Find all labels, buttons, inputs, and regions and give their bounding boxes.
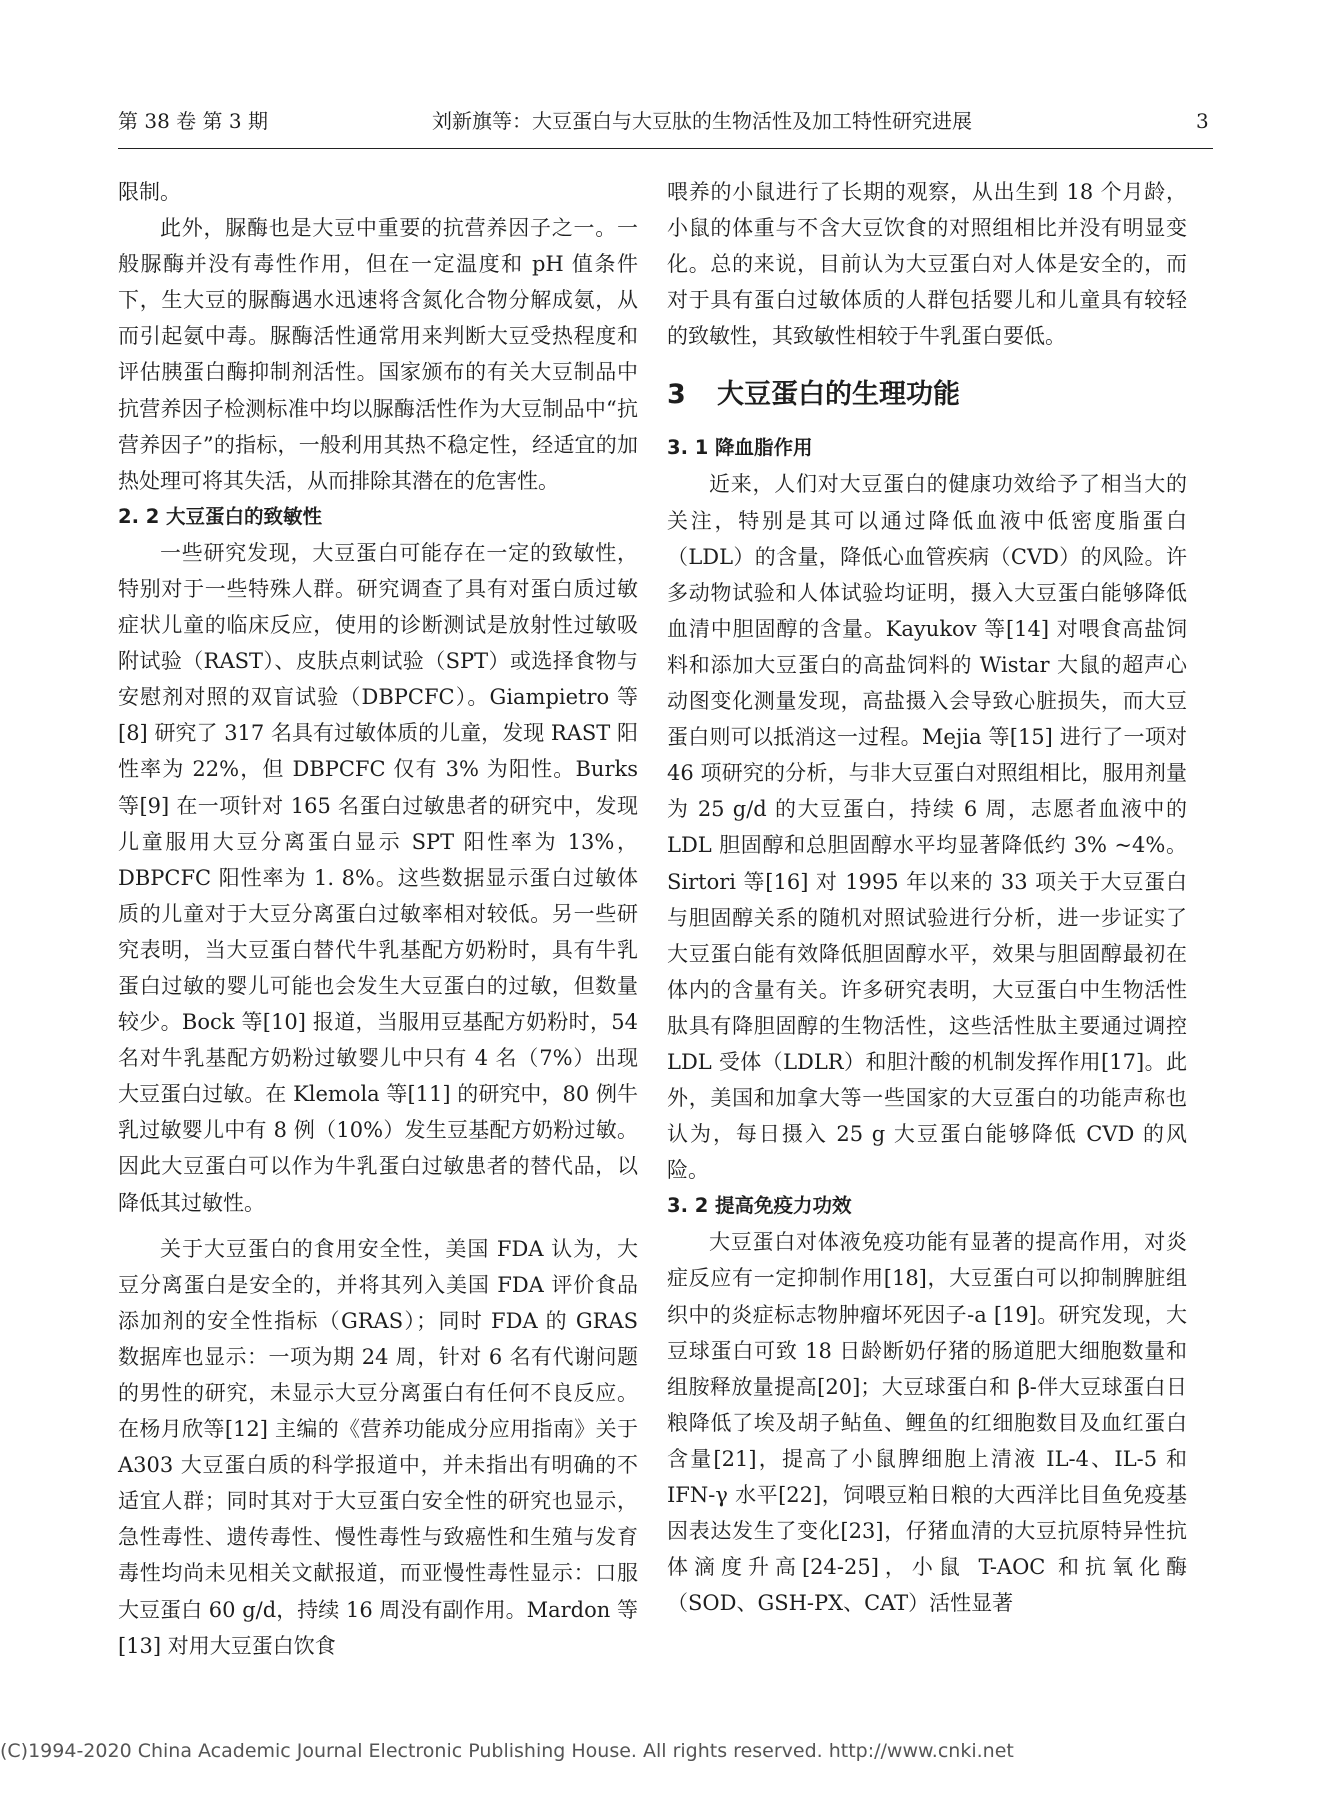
section-title: 降血脂作用 bbox=[715, 436, 813, 460]
running-title: 刘新旗等：大豆蛋白与大豆肽的生物活性及加工特性研究进展 bbox=[432, 109, 972, 133]
left-column bbox=[118, 174, 638, 1664]
section-title: 大豆蛋白的致敏性 bbox=[166, 504, 323, 528]
paragraph: 近来，人们对大豆蛋白的健康功效给予了相当大的关注，特别是其可以通过降低血液中低密度脂蛋白（LDL）的含量，降低心血管疾病（CVD）的风险。许多动物试验和人体试验均证明，摄入大豆蛋白能够降低血清中胆固醇的含量。Kayukov 等[14] 对喂食高盐饲料和添加大豆蛋白的高盐饲料的 Wistar 大鼠的超声心动图变化测量发现，高盐摄入会导致心脏损失，而大豆蛋白则可以抵消这一过程。Mejia 等[15] 进行了一项对 46 项研究的分析，与非大豆蛋白对照组相比，服用剂量为 25 g/d 的大豆蛋白，持续 6 周，志愿者血液中的 LDL 胆固醇和总胆固醇水平均显著降低约 3% ~4%。Sirtori 等[16] 对 1995 年以来的 33 项关于大豆蛋白与胆固醇关系的随机对照试验进行分析，进一步证实了大豆蛋白能有效降低胆固醇水平，效果与胆固醇最初在体内的含量有关。许多研究表明，大豆蛋白中生物活性肽具有降胆固醇的生物活性，这些活性肽主要通过调控 LDL 受体（LDLR）和胆汁酸的机制发挥作用[17]。此外，美国和加拿大等一些国家的大豆蛋白的功能声称也认为，每日摄入 25 g 大豆蛋白能够降低 CVD 的风险。 bbox=[667, 472, 1187, 1183]
section-number: 2. 2 bbox=[118, 504, 160, 528]
paragraph: 喂养的小鼠进行了长期的观察，从出生到 18 个月龄，小鼠的体重与不含大豆饮食的对照组相比并没有明显变化。总的来说，目前认为大豆蛋白对人体是安全的，而对于具有蛋白过敏体质的人群包括婴儿和儿童具有较轻的致敏性，其致敏性相较于牛乳蛋白要低。 bbox=[667, 180, 1187, 349]
section-title: 提高免疫力功效 bbox=[715, 1194, 852, 1218]
paragraph: 关于大豆蛋白的食用安全性，美国 FDA 认为，大豆分离蛋白是安全的，并将其列入美国 FDA 评价食品添加剂的安全性指标（GRAS）；同时 FDA 的 GRAS 数据库也显示：一项为期 24 周，针对 6 名有代谢问题的男性的研究，未显示大豆分离蛋白有任何不良反应。在杨月欣等[12] 主编的《营养功能成分应用指南》关于 A303 大豆蛋白质的科学报道中，并未指出有明确的不适宜人群；同时其对于大豆蛋白安全性的研究也显示，急性毒性、遗传毒性、慢性毒性与致癌性和生殖与发育毒性均尚未见相关文献报道，而亚慢性毒性显示：口服大豆蛋白 60 g/d，持续 16 周没有副作用。Mardon 等[13] 对用大豆蛋白饮食 bbox=[118, 1236, 638, 1658]
section-number: 3. 2 bbox=[667, 1194, 709, 1218]
section-heading-3 bbox=[667, 376, 1187, 414]
section-heading-3-1 bbox=[667, 430, 1187, 466]
page-number: 3 bbox=[1196, 109, 1209, 133]
section-number: 3. 1 bbox=[667, 436, 709, 460]
header-rule bbox=[118, 148, 1213, 149]
paragraph: 限制。 bbox=[118, 180, 181, 204]
paragraph: 大豆蛋白对体液免疫功能有显著的提高作用，对炎症反应有一定抑制作用[18]，大豆蛋白可以抑制脾脏组织中的炎症标志物肿瘤坏死因子-a [19]。研究发现，大豆球蛋白可致 18 日龄断奶仔猪的肠道肥大细胞数量和组胺释放量提高[20]；大豆球蛋白和 β-伴大豆球蛋白日粮降低了埃及胡子鲇鱼、鲤鱼的红细胞数目及血红蛋白含量[21]，提高了小鼠脾细胞上清液 IL-4、IL-5 和 IFN-γ 水平[22]，饲喂豆粕日粮的大西洋比目鱼免疫基因表达发生了变化[23]，仔猪血清的大豆抗原特异性抗体滴度升高[24-25]，小鼠 T-AOC 和抗氧化酶（SOD、GSH-PX、CAT）活性显著 bbox=[667, 1230, 1187, 1616]
paragraph: 一些研究发现，大豆蛋白可能存在一定的致敏性，特别对于一些特殊人群。研究调查了具有对蛋白质过敏症状儿童的临床反应，使用的诊断测试是放射性过敏吸附试验（RAST）、皮肤点刺试验（SPT）或选择食物与安慰剂对照的双盲试验（DBPCFC）。Giampietro 等[8] 研究了 317 名具有过敏体质的儿童，发现 RAST 阳性率为 22%，但 DBPCFC 仅有 3% 为阳性。Burks 等[9] 在一项针对 165 名蛋白过敏患者的研究中，发现儿童服用大豆分离蛋白显示 SPT 阳性率为 13%，DBPCFC 阳性率为 1. 8%。这些数据显示蛋白过敏体质的儿童对于大豆分离蛋白过敏率相对较低。另一些研究表明，当大豆蛋白替代牛乳基配方奶粉时，具有牛乳蛋白过敏的婴儿可能也会发生大豆蛋白的过敏，但数量较少。Bock 等[10] 报道，当服用豆基配方奶粉时，54 名对牛乳基配方奶粉过敏婴儿中只有 4 名（7%）出现大豆蛋白过敏。在 Klemola 等[11] 的研究中，80 例牛乳过敏婴儿中有 8 例（10%）发生豆基配方奶粉过敏。因此大豆蛋白可以作为牛乳蛋白过敏患者的替代品，以降低其过敏性。 bbox=[118, 540, 638, 1215]
right-column bbox=[667, 174, 1187, 1621]
section-title: 大豆蛋白的生理功能 bbox=[717, 379, 960, 411]
paragraph: 此外，脲酶也是大豆中重要的抗营养因子之一。一般脲酶并没有毒性作用，但在一定温度和 pH 值条件下，生大豆的脲酶遇水迅速将含氮化合物分解成氨，从而引起氨中毒。脲酶活性通常用来判断大豆受热程度和评估胰蛋白酶抑制剂活性。国家颁布的有关大豆制品中抗营养因子检测标准中均以脲酶活性作为大豆制品中“抗营养因子”的指标，一般利用其热不稳定性，经适宜的加热处理可将其失活，从而排除其潜在的危害性。 bbox=[118, 216, 638, 493]
section-heading-3-2 bbox=[667, 1188, 1187, 1224]
section-number: 3 bbox=[667, 379, 686, 411]
copyright-footer: (C)1994-2020 China Academic Journal Electronic Publishing House. All rights reserved. http://www.cnki.net bbox=[0, 1740, 1014, 1762]
section-heading-2-2 bbox=[118, 499, 638, 535]
journal-issue: 第 38 卷 第 3 期 bbox=[118, 109, 268, 133]
